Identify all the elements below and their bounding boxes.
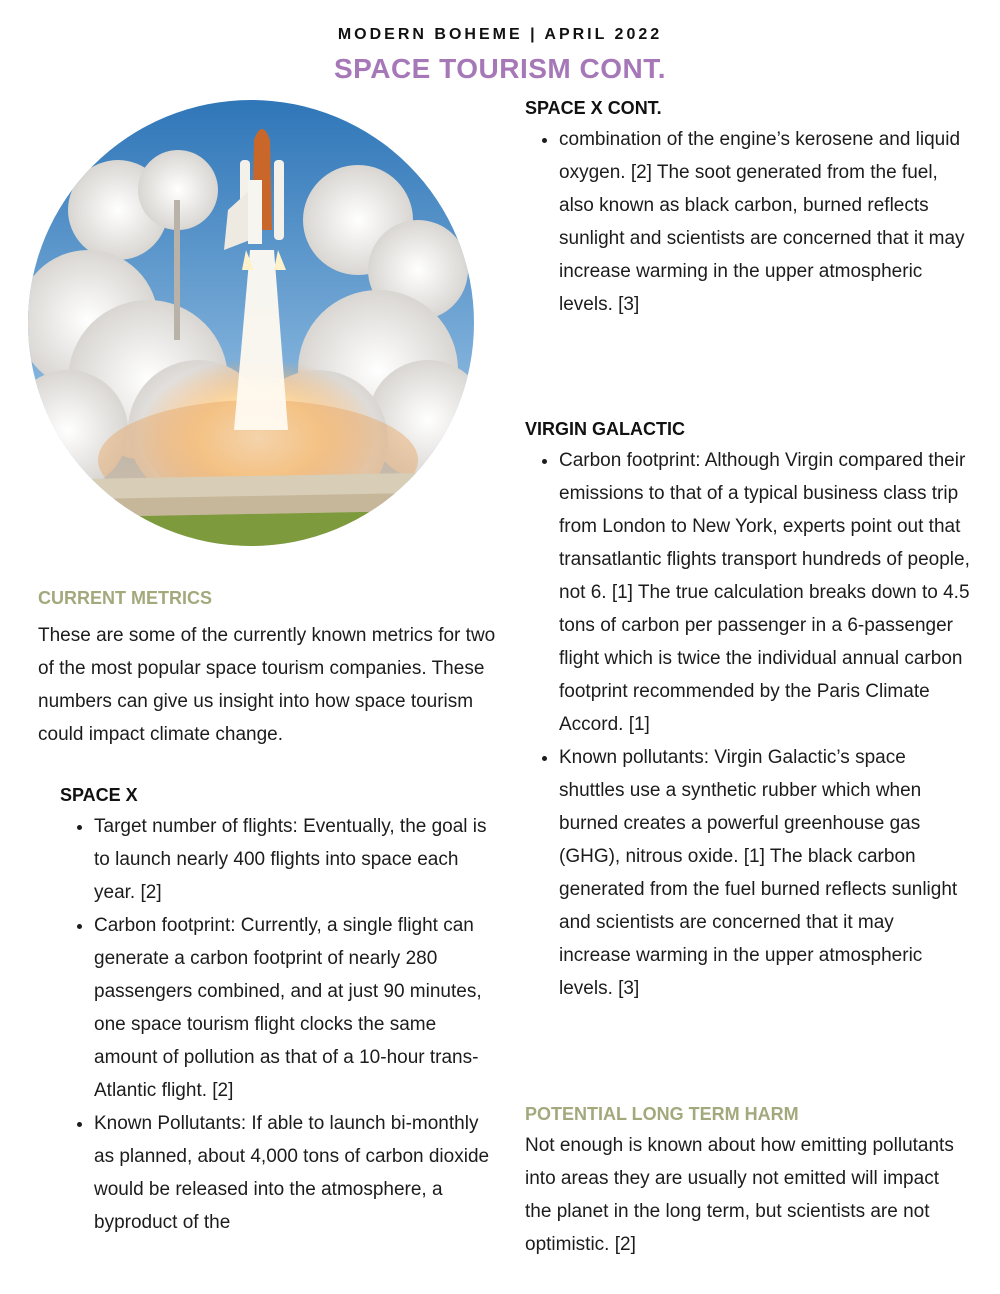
rocket-launch-photo	[28, 100, 474, 546]
long-term-section	[525, 1104, 970, 1261]
spacex-cont-list	[525, 123, 970, 321]
page-title: SPACE TOURISM CONT.	[333, 53, 667, 84]
list-item: • Carbon footprint: Although Virgin compared their emissions to that of a typical business class trip from London to New York, experts point out that transatlantic flights transport hundreds of people, not 6. [1] The true calculation breaks down to 4.5 tons of carbon per passenger in a 6-passenger flight which is twice the individual annual carbon footprint recommended by the Paris Climate Accord. [1]	[559, 444, 970, 741]
current-metrics-body: These are some of the currently known metrics for two of the most popular space tourism companies. These numbers can give us insight into how space tourism could impact climate change.	[38, 625, 496, 745]
masthead: MODERN BOHEME | APRIL 2022	[337, 26, 663, 43]
virgin-heading: VIRGIN GALACTIC	[525, 419, 685, 439]
current-metrics-heading: CURRENT METRICS	[38, 588, 212, 608]
list-item: • Known Pollutants: If able to launch bi-monthly as planned, about 4,000 tons of carbon dioxide would be released into the atmosphere, a byproduct of the	[94, 1107, 498, 1239]
spacex-cont-heading: SPACE X CONT.	[525, 98, 662, 118]
virgin-list	[525, 444, 970, 1005]
spacex-cont-section	[525, 98, 970, 321]
list-item: • Carbon footprint: Currently, a single flight can generate a carbon footprint of nearly 280 passengers combined, and at just 90 minutes, one space tourism flight clocks the same amount of pollution as that of a 10-hour trans-Atlantic flight. [2]	[94, 909, 498, 1107]
list-item: • Target number of flights: Eventually, the goal is to launch nearly 400 flights into space each year. [2]	[94, 810, 498, 909]
spacex-section	[60, 785, 498, 1239]
list-item: • Known pollutants: Virgin Galactic’s space shuttles use a synthetic rubber which when burned creates a powerful greenhouse gas (GHG), nitrous oxide. [1] The black carbon generated from the fuel burned reflects sunlight and scientists are concerned that it may increase warming in the upper atmospheric levels. [3]	[559, 741, 970, 1005]
spacex-list	[60, 810, 498, 1239]
left-column	[38, 588, 498, 1239]
long-term-heading: POTENTIAL LONG TERM HARM	[525, 1104, 799, 1124]
list-item: • combination of the engine’s kerosene and liquid oxygen. [2] The soot generated from the fuel, also known as black carbon, burned reflects sunlight and scientists are concerned that it may increase warming in the upper atmospheric levels. [3]	[559, 123, 970, 321]
spacex-heading: SPACE X	[60, 785, 138, 805]
virgin-section	[525, 419, 970, 1005]
long-term-body: Not enough is known about how emitting pollutants into areas they are usually not emitted will impact the planet in the long term, but scientists are not optimistic. [2]	[525, 1135, 954, 1255]
